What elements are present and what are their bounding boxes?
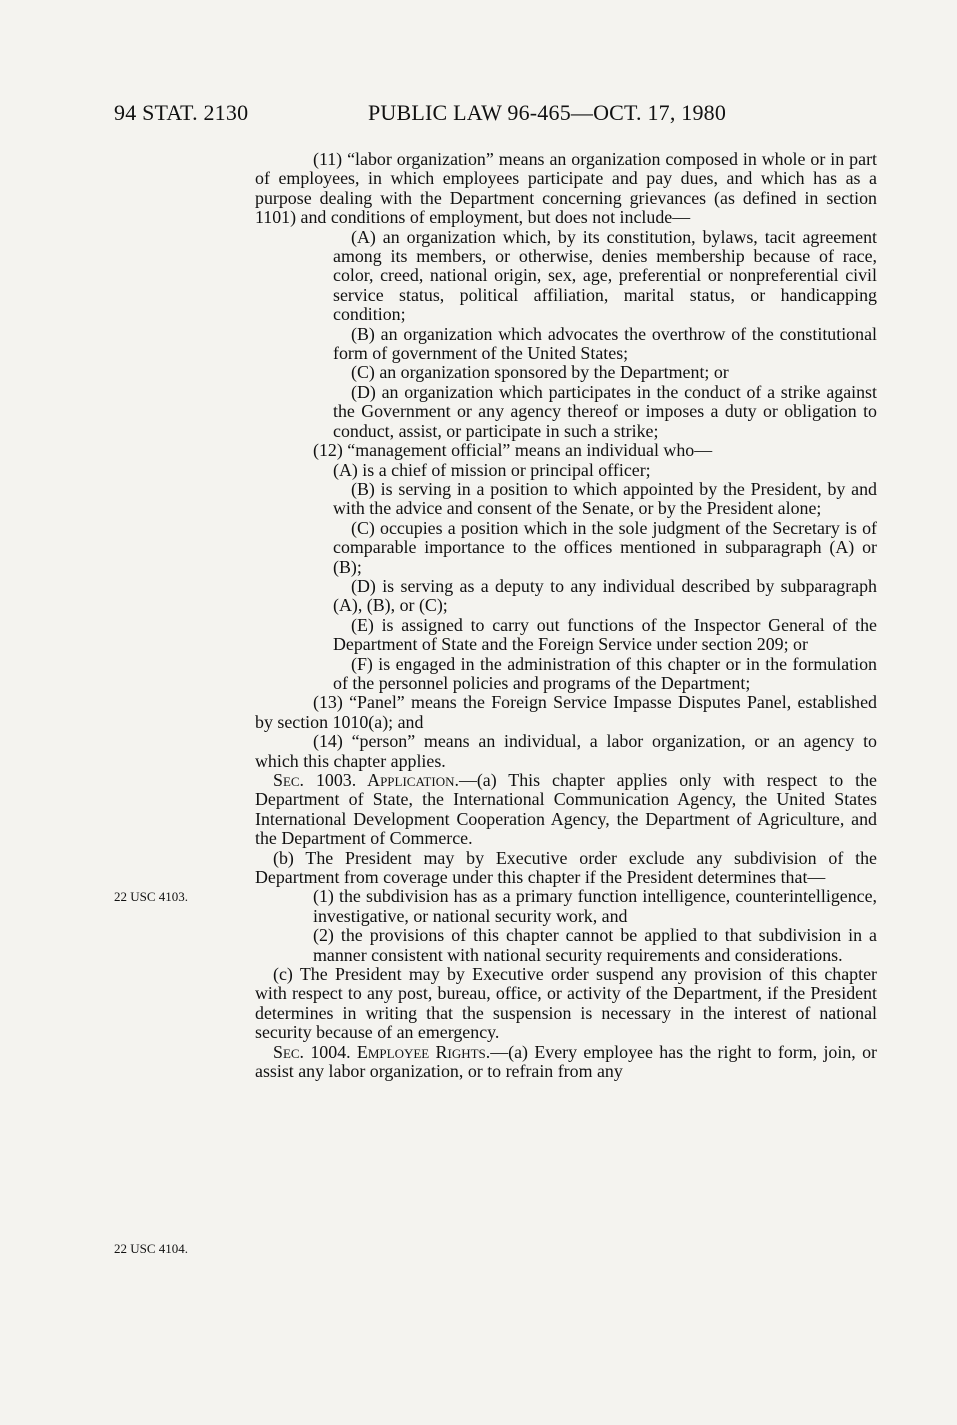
definition-13-panel: (13) “Panel” means the Foreign Service Impasse Disputes Panel, established by section 1010(a); and <box>255 692 877 732</box>
section-1003-heading: Sec. 1003. Application. <box>273 770 459 790</box>
definition-11-labor-organization: (11) “labor organization” means an organization composed in whole or in part of employees, in which employees participate and pay dues, and which has as a purpose dealing with the Department concerning grievances (as defined in section 1101) and conditions of employment, but does not include— <box>255 149 877 228</box>
section-1003-b-paragraph-1: (1) the subdivision has as a primary function intelligence, counterintelligence, investigative, or national security work, and <box>313 886 877 926</box>
margin-note-usc-4103: 22 USC 4103. <box>114 889 189 904</box>
definition-11-clause-d: (D) an organization which participates in the conduct of a strike against the Government or any agency thereof or imposes a duty or obligation to conduct, assist, or participate in such a strike; <box>333 381 877 441</box>
definition-11-clause-c: (C) an organization sponsored by the Department; or <box>351 362 729 383</box>
section-1003-subsection-b: (b) The President may by Executive order exclude any subdivision of the Department from coverage under this chapter if the President determines that— <box>255 847 877 888</box>
margin-note-usc-4104: 22 USC 4104. <box>114 1241 189 1256</box>
definition-12-management-official: (12) “management official” means an individual who— <box>313 440 713 461</box>
definition-11-clause-a: (A) an organization which, by its constitution, bylaws, tacit agreement among its members, or otherwise, denies membership because of race, color, creed, national origin, sex, age, preferential or nonpreferential civil service status, political affiliation, marital status, or handicapping condition; <box>333 226 877 325</box>
definition-12-clause-a: (A) is a chief of mission or principal officer; <box>333 459 651 480</box>
section-1003-subsection-a <box>255 771 877 849</box>
definition-12-clause-d: (D) is serving as a deputy to any individual described by subparagraph (A), (B), or (C); <box>333 575 877 616</box>
definition-12-clause-b: (B) is serving in a position to which appointed by the President, by and with the advice and consent of the Senate, or by the President alone; <box>333 478 877 519</box>
page-running-title: PUBLIC LAW 96-465—OCT. 17, 1980 <box>368 100 727 125</box>
section-1004-subsection-a <box>255 1043 877 1082</box>
section-1004-heading: Sec. 1004. Employee Rights. <box>273 1041 491 1062</box>
definition-14-person: (14) “person” means an individual, a labor organization, or an agency to which this chapter applies. <box>255 731 877 771</box>
definition-12-clause-e: (E) is assigned to carry out functions of the Inspector General of the Department of State and the Foreign Service under section 209; or <box>333 614 877 655</box>
section-1004-a-text: —(a) Every employee has the right to form, join, or assist any labor organization, or to refrain from any <box>255 1041 877 1082</box>
section-1003-subsection-c: (c) The President may by Executive order suspend any provision of this chapter with respect to any post, bureau, office, or activity of the Department, if the President determines in writing that the suspension is necessary in the interest of national security because of an emergency. <box>255 964 877 1043</box>
section-1003-a-text: —(a) This chapter applies only with respect to the Department of State, the International Communication Agency, the United States International Development Cooperation Agency, the Department of Agriculture, and the Department of Commerce. <box>255 770 877 849</box>
page-stat-number: 94 STAT. 2130 <box>114 100 249 125</box>
definition-12-clause-c: (C) occupies a position which in the sole judgment of the Secretary is of comparable importance to the offices mentioned in subparagraph (A) or (B); <box>333 517 877 577</box>
definition-11-clause-b: (B) an organization which advocates the overthrow of the constitutional form of government of the United States; <box>333 323 877 364</box>
body-text <box>255 150 877 1082</box>
definition-12-clause-f: (F) is engaged in the administration of this chapter or in the formulation of the personnel policies and programs of the Department; <box>333 653 877 693</box>
section-1003-b-paragraph-2: (2) the provisions of this chapter cannot be applied to that subdivision in a manner consistent with national security requirements and considerations. <box>313 925 877 965</box>
